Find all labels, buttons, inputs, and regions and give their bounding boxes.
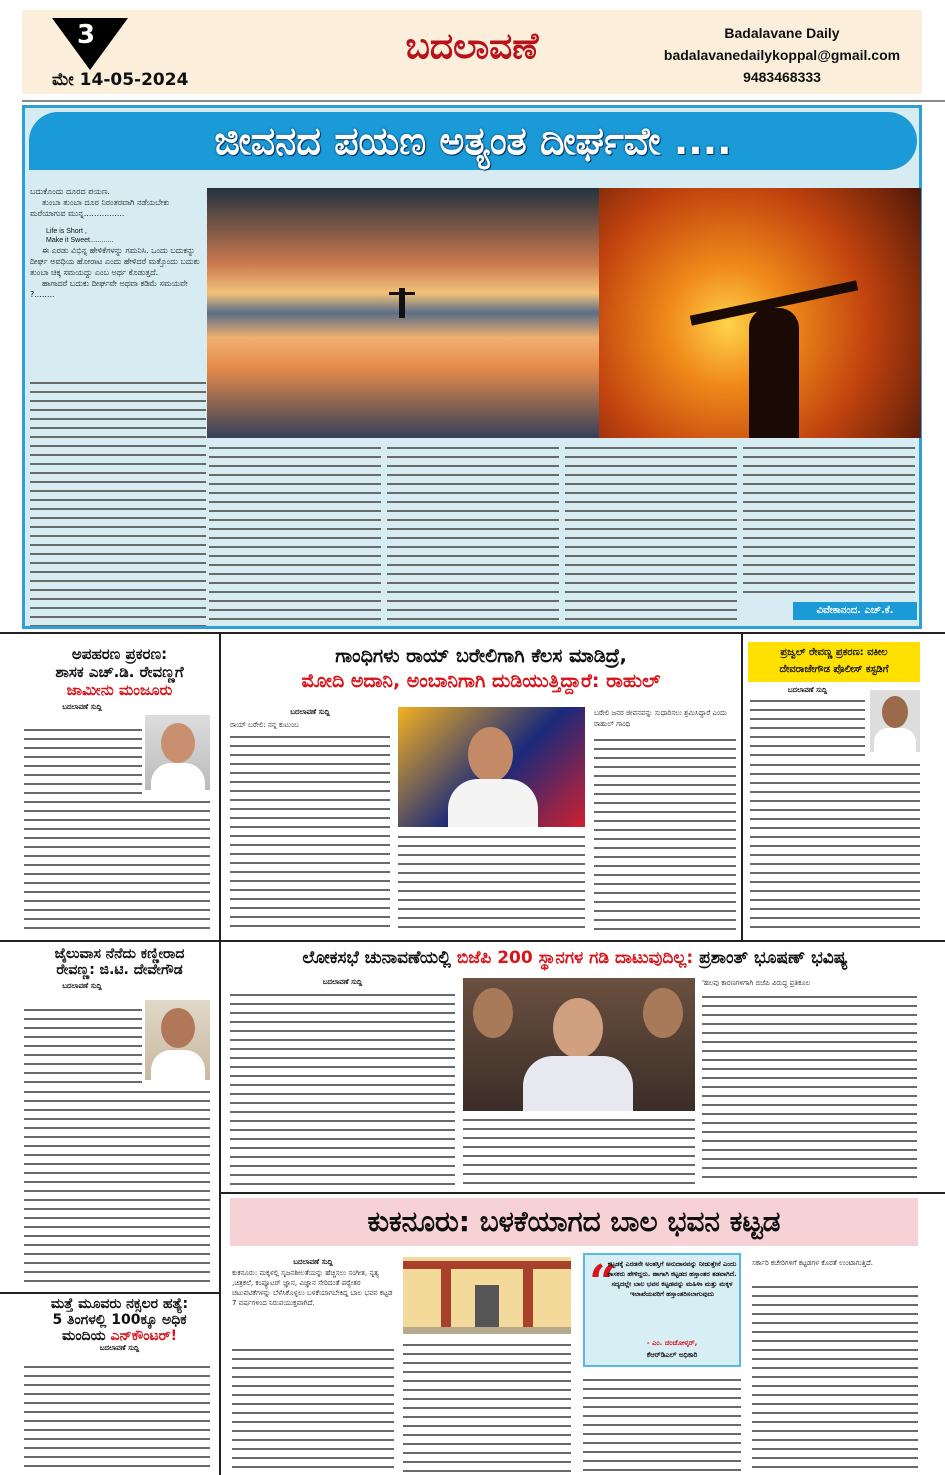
- byline: ಬದಲಾವಣೆ ಸುದ್ದಿ: [99, 1344, 140, 1352]
- byline: ಬದಲಾವಣೆ ಸುದ್ದಿ: [293, 1258, 333, 1266]
- bhushan-text-col-2: [463, 1115, 695, 1185]
- issue-date: ಮೇ 14-05-2024: [52, 70, 189, 90]
- divider: [220, 1192, 945, 1194]
- quote-text: ಕಟ್ಟಡಕ್ಕೆ ಎರಡನೇ ಅಂತಸ್ತಿಗೆ ಅನುದಾನವನ್ನು ನೀಡುತ್ತೇನೆ ಎಂದು ಶಾಸಕರು ಹೇಳಿದ್ದರು. ಹಾಗಾಗಿ ಕಟ್ಟಡದ ಹಸ್ತಾಂತರ ತಡವಾಗಿದೆ. ಸದ್ಯದಲ್ಲೇ ಬಾಲ ಭವನ ಕಟ್ಟಡವನ್ನು ಮಹಿಳಾ ಮತ್ತು ಮಕ್ಕಳ ಇಲಾಖೆಯವರಿಗೆ ಹಸ್ತಾಂತರಿಸಲಾಗುವುದು: [607, 1260, 737, 1298]
- divider: [0, 940, 220, 942]
- column-divider: [741, 634, 743, 940]
- newspaper-english-name: Badalavane Daily: [724, 25, 840, 41]
- kuknoor-headline: ಕುಕನೂರು: ಬಳಕೆಯಾಗದ ಬಾಲ ಭವನ ಕಟ್ಟಡ: [367, 1205, 781, 1238]
- kuknoor-text-col-2: [403, 1340, 571, 1472]
- naxal-headline-1: ಮತ್ತೆ ಮೂವರು ನಕ್ಸಲರ ಹತ್ಯೆ:: [50, 1296, 189, 1312]
- person-silhouette: [749, 308, 799, 438]
- feature-text-col-1: [209, 443, 381, 626]
- prajwal-headline-box: [748, 642, 920, 682]
- hd-revanna-photo: [145, 715, 210, 790]
- newspaper-title: ಬದಲಾವಣೆ: [405, 26, 539, 67]
- divider: [0, 1292, 220, 1294]
- feature-author: ವಿವೇಕಾನಂದ. ಎಚ್.ಕೆ.: [793, 602, 917, 620]
- naxal-headline-2: 5 ತಿಂಗಳಲ್ಲಿ 100ಕ್ಕೂ ಅಧಿಕ: [52, 1312, 187, 1328]
- feature-text-col-2: [387, 443, 559, 626]
- kuknoor-col4-lead: ಸರ್ಕಾರಿ ಕಚೇರಿಗಳಿಗೆ ಕಟ್ಟಡಗಳ ಕೊರತೆ ಉಂಟಾಗುತ್ತಿದೆ.: [752, 1259, 873, 1267]
- rahul-text-col-1: [230, 732, 390, 934]
- quote-author-role: ಕೆಆರ್‌ಡಿಎಲ್ ಅಧಿಕಾರಿ: [646, 1351, 698, 1359]
- feature-box: [22, 105, 922, 629]
- headline-part: ಮಂದಿಯ: [62, 1328, 111, 1344]
- feature-quote-en-2: Make it Sweet............: [46, 237, 114, 244]
- gtd-headline-2: ರೇವಣ್ಣ: ಜಿ.ಟಿ. ದೇವೇಗೌಡ: [56, 962, 183, 978]
- headline-part: ಎನ್‌ಕೌಂಟರ್!: [110, 1328, 177, 1344]
- masthead: [22, 10, 922, 94]
- page-number: 3: [77, 20, 96, 50]
- feature-paragraph-2: ಹಾಗಾದರೆ ಬದುಕು ದೀರ್ಘವೇ ಅಥವಾ ಕಡಿಮೆ ಸಮಯವೇ ?........: [30, 279, 188, 299]
- headline-part: ಪ್ರಶಾಂತ್ ಭೂಷಣ್ ಭವಿಷ್ಯ: [693, 948, 848, 968]
- kuknoor-quote-box: [583, 1253, 741, 1367]
- rahul-text-col-3: [594, 735, 736, 934]
- rahul-col3-lead: ಬರೇಲಿ ಜನರ ಜೀವನವನ್ನು ಸುಧಾರಿಸಲು ಶ್ರಮಿಸಿದ್ದಾರೆ ಎಂದು ರಾಹುಲ್ ಗಾಂಧಿ: [594, 709, 727, 728]
- quote-mark-icon: “: [589, 1255, 617, 1311]
- feature-intro-2: ತುಂಬಾ ತುಂಬಾ ದೂರ ನಿರಂತರವಾಗಿ ನಡೆಯಬೇಕು ಮರೆಯಾಗುವ ಮುನ್ನ................: [30, 198, 170, 218]
- bhushan-text-col-1: [230, 990, 455, 1185]
- section-divider: [0, 632, 945, 634]
- byline: ಬದಲಾವಣೆ ಸುದ್ದಿ: [62, 703, 102, 711]
- revanna-bail-headline-2: ಶಾಸಕ ಎಚ್.ಡಿ. ರೇವಣ್ಣಗೆ: [55, 663, 184, 681]
- feature-quote-en-1: Life is Short ,: [46, 228, 87, 235]
- bhushan-headline: [225, 948, 925, 968]
- revanna-bail-text-2: [24, 797, 210, 932]
- byline: ಬದಲಾವಣೆ ಸುದ್ದಿ: [787, 686, 828, 694]
- feature-intro-1: ಬದುಕೊಂದು ದೂರದ ಪಯಣ.: [30, 187, 111, 196]
- feature-headline-bar: [29, 112, 917, 170]
- bhushan-col3-lead: 'ಹಲವು ಕಾರಣಗಳಿಗಾಗಿ ಬಿಜೆಪಿ ವಿರುದ್ಧ ಪ್ರತಿಕೂಲ: [702, 979, 811, 987]
- feature-headline: ಜೀವನದ ಪಯಣ ಅತ್ಯಂತ ದೀರ್ಘವೇ ....: [214, 119, 732, 163]
- quote-author: - ಎಂ. ಚಂಚೋಳ್ಕರ್,: [646, 1339, 698, 1347]
- silhouette-sunset-photo: [599, 188, 921, 438]
- contact-phone: 9483468333: [743, 69, 821, 85]
- rahul-headline-2: ಮೋದಿ ಅದಾನಿ, ಅಂಬಾನಿಗಾಗಿ ದುಡಿಯುತ್ತಿದ್ದಾರೆ: ರಾಹುಲ್: [301, 670, 661, 692]
- gtd-headline-1: ಜೈಲುವಾಸ ನೆನೆದು ಕಣ್ಣೀರಾದ: [54, 946, 185, 962]
- naxal-text: [24, 1362, 210, 1472]
- prashant-bhushan-photo: [463, 978, 695, 1111]
- kuknoor-lead: ಕುಕನೂರು: ಮಕ್ಕಳಲ್ಲಿ ಸೃಜನಶೀಲತೆಯನ್ನು ಹೆಚ್ಚಿಸಲು ಸಂಗೀತ, ನೃತ್ಯ ,ಚಿತ್ರಕಲೆ, ಕಂಪ್ಯೂಟರ್ ಜ್ಞಾನ, ವಿಜ್ಞಾನ ಸೇರಿದಂತೆ ಪಠ್ಯೇತರ ಚಟುವಟಿಕೆಗಳನ್ನು ಬೆಳೆಸಿಕೊಳ್ಳಲು ಬಳಕೆಯಾಗಬೇಕಿದ್ದ ಬಾಲ ಭವನ ಕಟ್ಟಡ 7 ವರ್ಷಗಳಿಂದ ನಿರುಪಯುಕ್ತವಾಗಿದೆ.: [232, 1269, 393, 1307]
- rahul-gandhi-photo: [398, 707, 585, 827]
- byline: ಬದಲಾವಣೆ ಸುದ್ದಿ: [322, 978, 363, 986]
- kuknoor-text-col-4: [752, 1282, 918, 1472]
- divider: [220, 940, 945, 942]
- bhushan-text-col-3: [702, 992, 917, 1185]
- prajwal-headline-1: ಪ್ರಜ್ವಲ್ ರೇವಣ್ಣ ಪ್ರಕರಣ: ವಕೀಲ: [780, 647, 888, 658]
- gtd-text: [24, 1005, 142, 1085]
- prajwal-text: [750, 696, 865, 756]
- contact-email[interactable]: badalavanedailykoppal@gmail.com: [663, 47, 901, 63]
- feature-text-col-4: [743, 443, 915, 598]
- feature-paragraph: ಈ ಎರಡು ವಿಭಿನ್ನ ಹೇಳಿಕೆಗಳನ್ನು ಗಮನಿಸಿ. ಒಂದು ಬದುಕನ್ನು ದೀರ್ಘ ಅವಧಿಯ ಹೋರಾಟ ಎಂದು ಹೇಳಿದರೆ ಮತ್ತೊಂದು ಬದುಕು ತುಂಬಾ ಚಿಕ್ಕ ಸಮಯದ್ದು ಎಂಬ ಅರ್ಥ ಕೊಡುತ್ತದೆ.: [30, 246, 200, 277]
- gt-devegowda-photo: [145, 1000, 210, 1080]
- naxal-headline-3: [22, 1328, 217, 1344]
- revanna-bail-text: [24, 725, 142, 795]
- masthead-divider: [22, 100, 945, 102]
- revanna-bail-headline-3: ಜಾಮೀನು ಮಂಜೂರು: [66, 681, 173, 699]
- kuknoor-text-col-3: [583, 1375, 741, 1472]
- feature-text-col-3: [565, 443, 737, 626]
- byline: ಬದಲಾವಣೆ ಸುದ್ದಿ: [290, 708, 330, 716]
- bala-bhavan-building-photo: [403, 1257, 571, 1334]
- kuknoor-text-col-1: [232, 1345, 394, 1472]
- sunset-lake-photo: [207, 188, 599, 438]
- rahul-text-col-2: [398, 832, 585, 934]
- column-divider: [219, 634, 221, 1475]
- gtd-text-2: [24, 1087, 210, 1285]
- feature-left-column-text: [30, 378, 206, 626]
- devarajegowda-photo: [870, 690, 920, 752]
- prajwal-text-2: [750, 760, 920, 934]
- headline-part: ಲೋಕಸಭೆ ಚುನಾವಣೆಯಲ್ಲಿ: [302, 948, 457, 968]
- rahul-lead: ರಾಯ್ ಬರೇಲಿ: ನನ್ನ ಕುಟುಂಬ: [230, 721, 299, 729]
- headline-part: ಬಿಜೆಪಿ 200 ಸ್ಥಾನಗಳ ಗಡಿ ದಾಟುವುದಿಲ್ಲ:: [456, 948, 694, 968]
- prajwal-headline-2: ದೇವರಾಜೇಗೌಡ ಪೊಲೀಸ್ ಕಸ್ಟಡಿಗೆ: [779, 664, 889, 675]
- kuknoor-headline-bar: [230, 1198, 918, 1246]
- byline: ಬದಲಾವಣೆ ಸುದ್ದಿ: [62, 982, 102, 990]
- rahul-headline-1: ಗಾಂಧಿಗಳು ರಾಯ್ ಬರೇಲಿಗಾಗಿ ಕೆಲಸ ಮಾಡಿದ್ರೆ,: [335, 645, 627, 667]
- revanna-bail-headline-1: ಅಪಹರಣ ಪ್ರಕರಣ:: [71, 645, 168, 663]
